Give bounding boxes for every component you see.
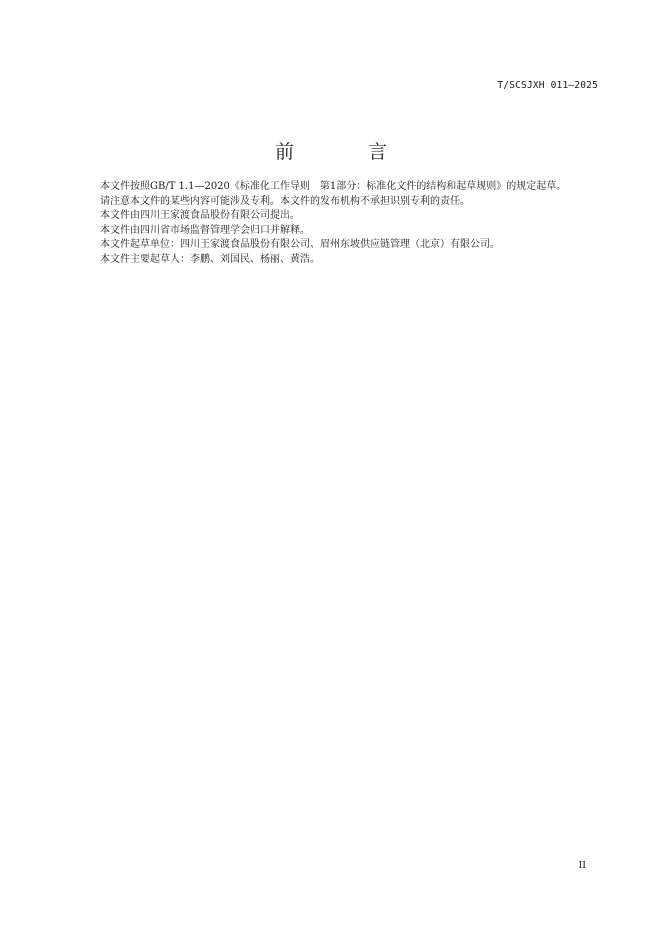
paragraph-administrator: 本文件由四川省市场监督管理学会归口并解释。 bbox=[100, 224, 310, 236]
paragraph-drafters: 本文件主要起草人：李鹏、刘国民、杨丽、黄浩。 bbox=[100, 253, 320, 265]
paragraph-drafting-units: 本文件起草单位：四川王家渡食品股份有限公司、眉州东坡供应链管理（北京）有限公司。 bbox=[100, 239, 500, 251]
paragraph-patent-notice: 请注意本文件的某些内容可能涉及专利。本文件的发布机构不承担识别专利的责任。 bbox=[100, 195, 470, 207]
document-id: T/SCSJXH 011—2025 bbox=[497, 80, 598, 91]
page-number: II bbox=[578, 860, 586, 871]
page-title: 前 言 bbox=[274, 141, 422, 163]
paragraph-drafting-basis: 本文件按照GB/T 1.1—2020《标准化工作导则 第1部分：标准化文件的结构和起草规则》的规定起草。 bbox=[100, 181, 567, 192]
foreword-body bbox=[80, 180, 600, 268]
paragraph-proposer: 本文件由四川王家渡食品股份有限公司提出。 bbox=[100, 210, 300, 222]
